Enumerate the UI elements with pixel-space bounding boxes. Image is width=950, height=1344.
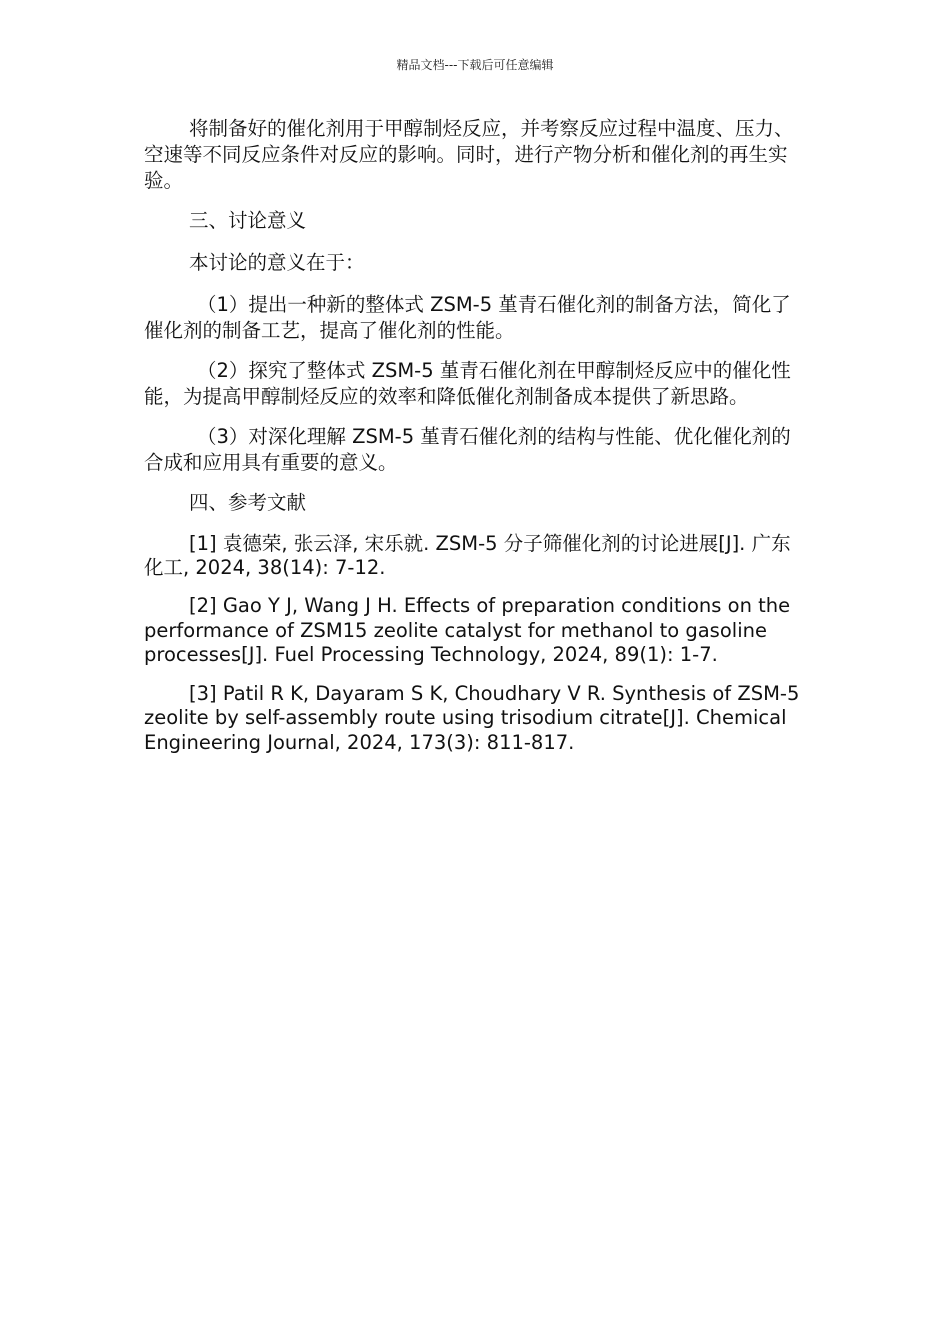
page-header-watermark: 精品文档---下载后可任意编辑 bbox=[396, 58, 554, 72]
reference-item-1: [1] 袁德荣, 张云泽, 宋乐就. ZSM-5 分子筛催化剂的讨论进展[J]. 广东化工, 2024, 38(14): 7-12. bbox=[144, 532, 791, 579]
paragraph-experiment: 将制备好的催化剂用于甲醇制烃反应，并考察反应过程中温度、压力、空速等不同反应条件对反应的影响。同时，进行产物分析和催化剂的再生实验。 bbox=[144, 117, 794, 192]
reference-item-2: [2] Gao Y J, Wang J H. Effects of preparation conditions on the performance of ZSM15 zeolite catalyst for methanol to gasoline processes[J]. Fuel Processing Technology, 2024, 89(1): 1-7. bbox=[144, 594, 791, 666]
significance-item-3: （3）对深化理解 ZSM-5 堇青石催化剂的结构与性能、优化催化剂的合成和应用具有重要的意义。 bbox=[144, 425, 791, 474]
section-heading-significance: 三、讨论意义 bbox=[189, 209, 307, 232]
significance-item-1: （1）提出一种新的整体式 ZSM-5 堇青石催化剂的制备方法，简化了催化剂的制备工艺，提高了催化剂的性能。 bbox=[144, 293, 791, 342]
section-heading-references: 四、参考文献 bbox=[189, 491, 307, 514]
document-body bbox=[144, 116, 804, 769]
section-intro: 本讨论的意义在于： bbox=[189, 251, 365, 274]
reference-item-3: [3] Patil R K, Dayaram S K, Choudhary V R. Synthesis of ZSM-5 zeolite by self-assembly route using trisodium citrate[J]. Chemical Engineering Journal, 2024, 173(3): 811-817. bbox=[144, 681, 800, 754]
significance-item-2: （2）探究了整体式 ZSM-5 堇青石催化剂在甲醇制烃反应中的催化性能，为提高甲醇制烃反应的效率和降低催化剂制备成本提供了新思路。 bbox=[144, 359, 791, 408]
